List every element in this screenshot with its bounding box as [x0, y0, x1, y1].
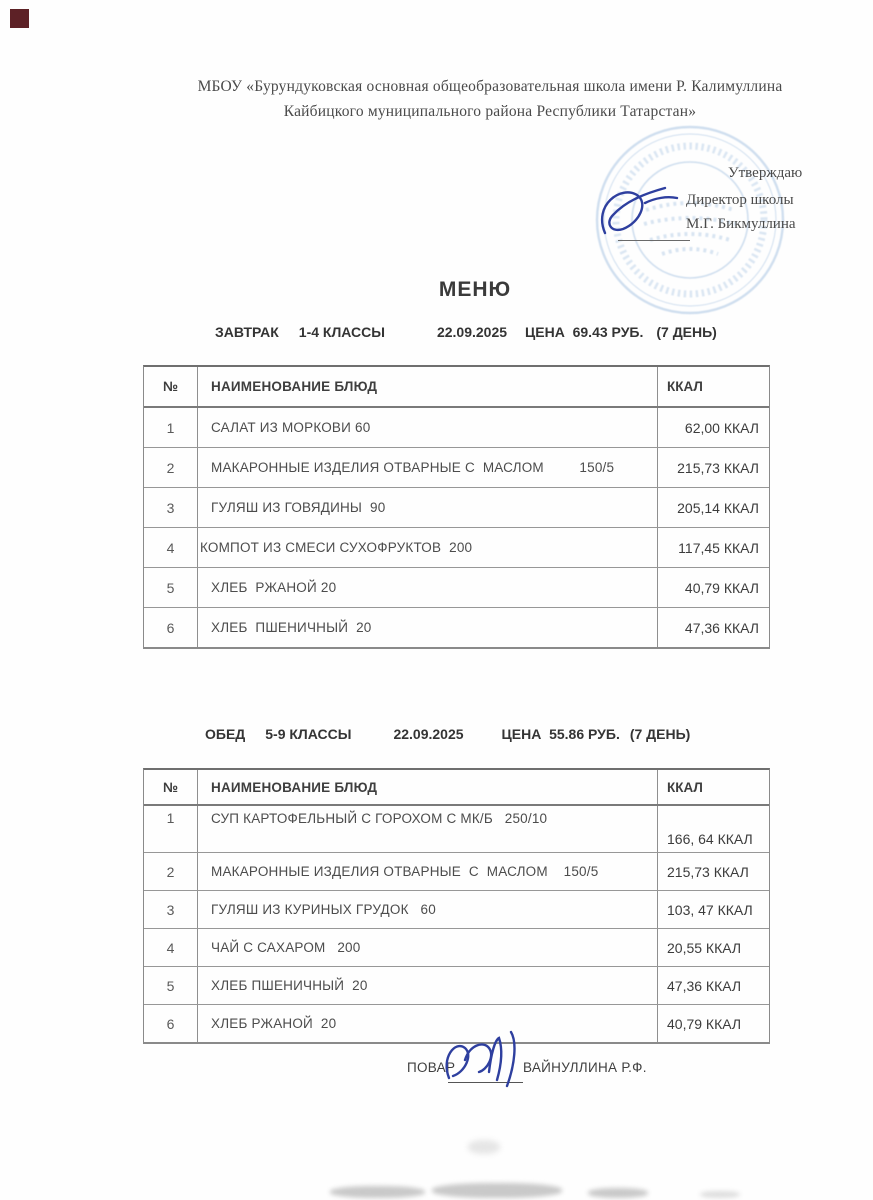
- scan-corner-artifact: [10, 9, 29, 28]
- column-header-num: №: [144, 367, 198, 406]
- scan-smudge: [330, 1186, 425, 1198]
- dish-name: ХЛЕБ РЖАНОЙ 20: [198, 568, 658, 607]
- approval-block: [686, 165, 866, 233]
- table-row: [144, 891, 769, 929]
- breakfast-table: [143, 365, 770, 649]
- dish-name: ГУЛЯШ ИЗ ГОВЯДИНЫ 90: [198, 488, 658, 527]
- dish-kcal: 20,55 ККАЛ: [667, 939, 742, 956]
- table-row: [144, 806, 769, 853]
- dish-kcal: 40,79 ККАЛ: [667, 1015, 742, 1032]
- dish-kcal: 40,79 ККАЛ: [684, 579, 759, 596]
- table-row: [144, 408, 769, 448]
- dish-name: МАКАРОННЫЕ ИЗДЕЛИЯ ОТВАРНЫЕ С МАСЛОМ 150/5: [198, 853, 658, 890]
- row-num: 5: [144, 967, 198, 1004]
- column-header-num: №: [144, 770, 198, 804]
- breakfast-price: ЦЕНА 69.43 РУБ.: [525, 324, 644, 340]
- dish-name: ХЛЕБ РЖАНОЙ 20: [198, 1005, 658, 1042]
- scan-smudge: [432, 1183, 562, 1198]
- dish-kcal: 47,36 ККАЛ: [684, 619, 759, 636]
- row-num: 6: [144, 1005, 198, 1042]
- table-row: [144, 967, 769, 1005]
- breakfast-header-line: [215, 324, 717, 340]
- breakfast-classes: 1-4 КЛАССЫ: [298, 324, 385, 340]
- column-header-kcal: ККАЛ: [667, 779, 703, 795]
- dish-kcal: 47,36 ККАЛ: [667, 977, 742, 994]
- row-num: 4: [144, 929, 198, 966]
- scan-smudge: [588, 1188, 648, 1198]
- dish-kcal: 215,73 ККАЛ: [677, 459, 759, 476]
- row-num: 1: [144, 806, 198, 852]
- column-header-kcal: ККАЛ: [667, 379, 703, 394]
- row-num: 3: [144, 488, 198, 527]
- lunch-meal-label: ОБЕД: [205, 726, 246, 742]
- table-row: [144, 568, 769, 608]
- table-row: [144, 853, 769, 891]
- menu-title: МЕНЮ: [438, 278, 512, 301]
- dish-kcal: 215,73 ККАЛ: [667, 863, 749, 880]
- dish-kcal: 166, 64 ККАЛ: [667, 831, 753, 847]
- lunch-day: (7 ДЕНЬ): [629, 726, 691, 742]
- cook-signature: [437, 1028, 537, 1096]
- lunch-table-header: [144, 770, 769, 806]
- lunch-date: 22.09.2025: [393, 726, 464, 742]
- dish-kcal: 103, 47 ККАЛ: [667, 901, 753, 918]
- breakfast-table-header: [144, 367, 769, 408]
- row-num: 6: [144, 608, 198, 647]
- cook-name: ВАЙНУЛЛИНА Р.Ф.: [523, 1060, 647, 1075]
- dish-name: ХЛЕБ ПШЕНИЧНЫЙ 20: [198, 608, 658, 647]
- school-name-line2: Кайбицкого муниципального района Республики Татарстан»: [283, 103, 697, 120]
- school-name-line1: МБОУ «Бурундуковская основная общеобразовательная школа имени Р. Калимуллина: [197, 78, 783, 95]
- breakfast-day: (7 ДЕНЬ): [656, 324, 717, 340]
- dish-kcal: 205,14 ККАЛ: [677, 499, 759, 516]
- table-row: [144, 929, 769, 967]
- cook-label: ПОВАР: [407, 1060, 456, 1075]
- lunch-header-line: [205, 726, 690, 742]
- breakfast-date: 22.09.2025: [436, 324, 508, 340]
- column-header-name: НАИМЕНОВАНИЕ БЛЮД: [198, 770, 658, 804]
- breakfast-meal-label: ЗАВТРАК: [215, 324, 279, 340]
- row-num: 2: [144, 853, 198, 890]
- director-signature: [585, 175, 705, 253]
- table-row: [144, 488, 769, 528]
- scan-smudge: [468, 1140, 500, 1154]
- school-name: [90, 74, 873, 124]
- dish-name: ЧАЙ С САХАРОМ 200: [198, 929, 658, 966]
- table-row: [144, 608, 769, 648]
- lunch-price: ЦЕНА 55.86 РУБ.: [501, 726, 620, 742]
- row-num: 2: [144, 448, 198, 487]
- row-num: 4: [144, 528, 198, 567]
- dish-name: КОМПОТ ИЗ СМЕСИ СУХОФРУКТОВ 200: [198, 528, 658, 567]
- table-row: [144, 448, 769, 488]
- dish-name: СУП КАРТОФЕЛЬНЫЙ С ГОРОХОМ С МК/Б 250/10: [198, 806, 658, 852]
- lunch-table: [143, 768, 770, 1044]
- table-row: [144, 528, 769, 568]
- row-num: 1: [144, 408, 198, 447]
- dish-kcal: 117,45 ККАЛ: [678, 539, 759, 556]
- scan-smudge: [700, 1191, 740, 1198]
- dish-name: САЛАТ ИЗ МОРКОВИ 60: [198, 408, 658, 447]
- director-name: М.Г. Бикмуллина: [686, 216, 796, 232]
- dish-name: ХЛЕБ ПШЕНИЧНЫЙ 20: [198, 967, 658, 1004]
- row-num: 5: [144, 568, 198, 607]
- director-role: Директор школы: [686, 192, 794, 208]
- dish-kcal: 62,00 ККАЛ: [684, 419, 759, 436]
- dish-name: ГУЛЯШ ИЗ КУРИНЫХ ГРУДОК 60: [198, 891, 658, 928]
- column-header-name: НАИМЕНОВАНИЕ БЛЮД: [198, 367, 658, 406]
- lunch-classes: 5-9 КЛАССЫ: [265, 726, 352, 742]
- dish-name: МАКАРОННЫЕ ИЗДЕЛИЯ ОТВАРНЫЕ С МАСЛОМ 150/5: [198, 448, 658, 487]
- row-num: 3: [144, 891, 198, 928]
- approval-title: Утверждаю: [728, 165, 803, 181]
